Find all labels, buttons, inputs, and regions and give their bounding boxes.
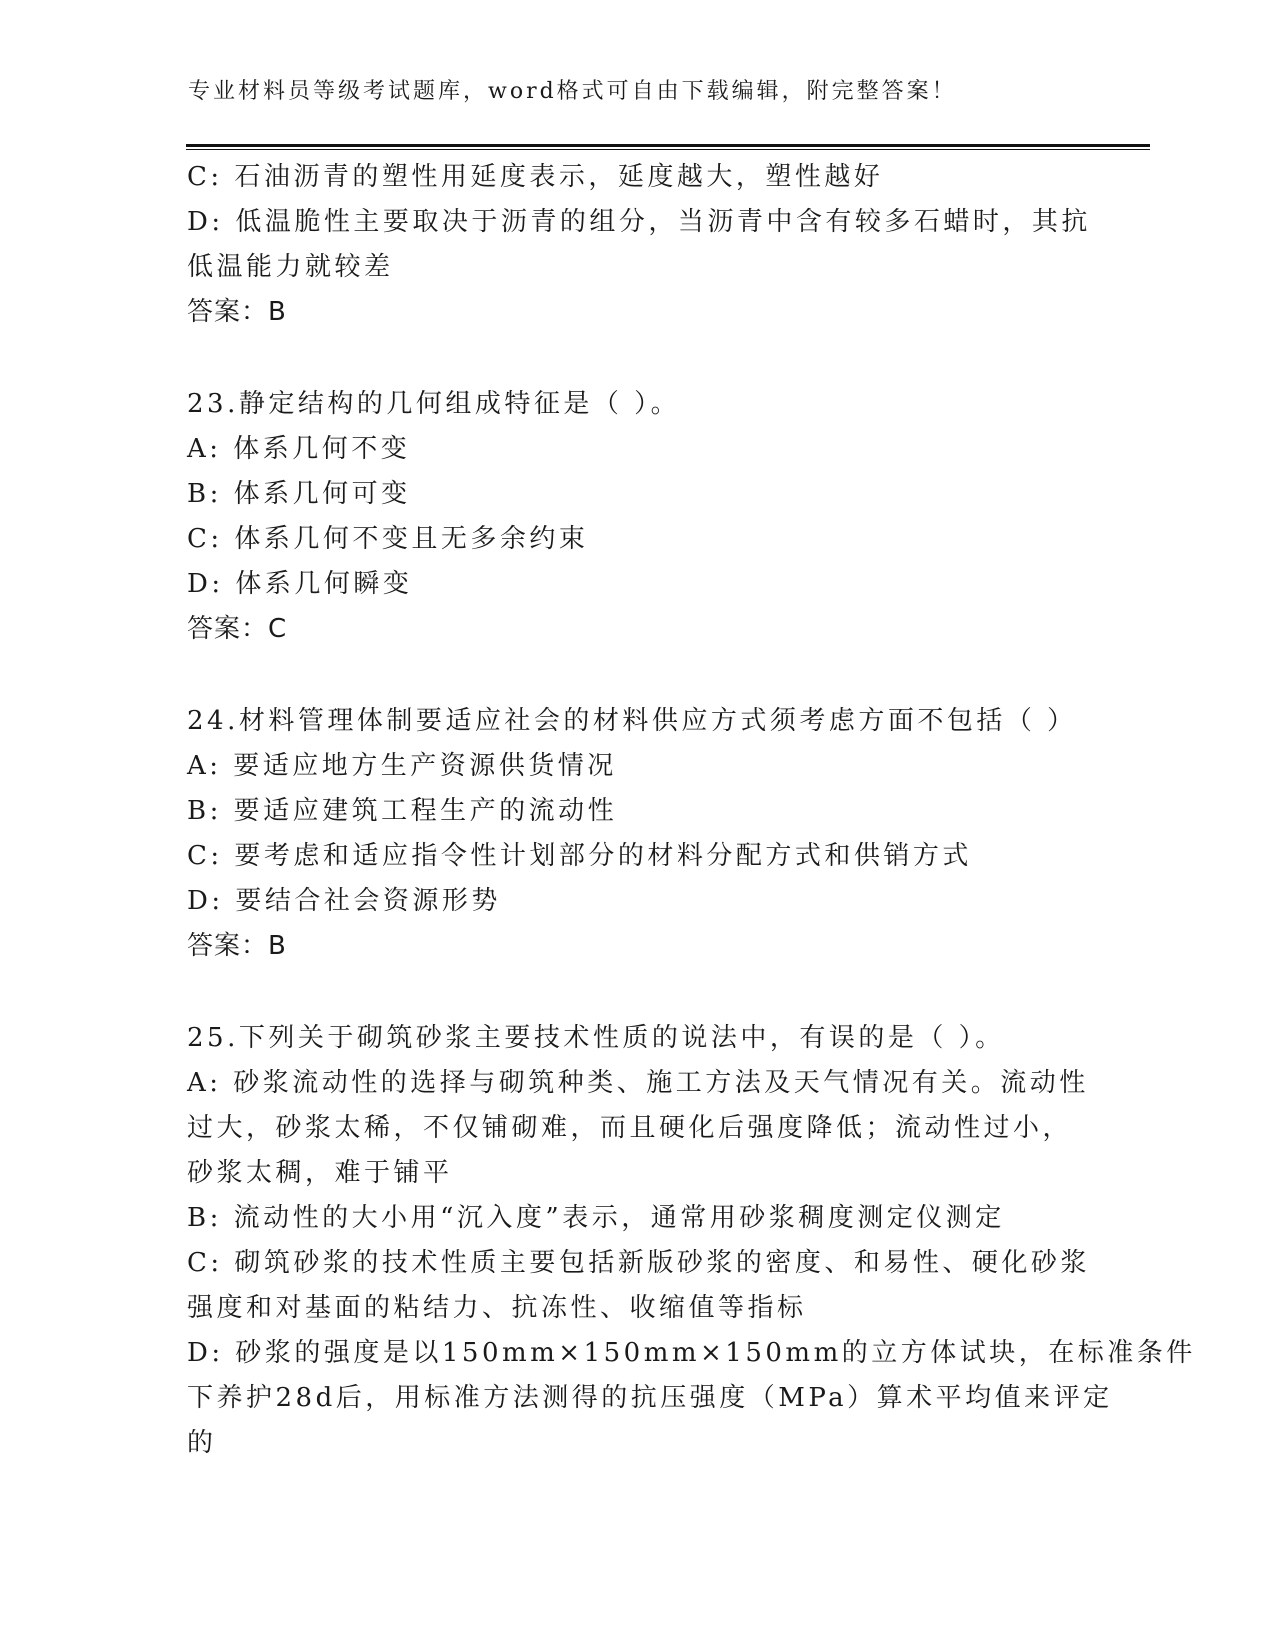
option-line: C: 砌筑砂浆的技术性质主要包括新版砂浆的密度、和易性、硬化砂浆 [187, 1248, 1090, 1278]
answer-line: 答案：B [187, 297, 287, 327]
answer-line: 答案：B [187, 931, 287, 961]
option-line: D: 砂浆的强度是以150mm×150mm×150mm的立方体试块，在标准条件 [187, 1338, 1196, 1368]
option-line: B: 流动性的大小用“沉入度”表示，通常用砂浆稠度测定仪测定 [187, 1203, 1005, 1233]
option-line: A: 体系几何不变 [187, 434, 411, 464]
option-line: B: 要适应建筑工程生产的流动性 [187, 796, 618, 826]
option-line: 过大，砂浆太稀，不仅铺砌难，而且硬化后强度降低；流动性过小， [187, 1113, 1073, 1143]
question-24 [187, 699, 1087, 969]
document-body [187, 155, 1196, 1466]
question-25 [187, 1016, 1196, 1466]
option-line: 低温能力就较差 [187, 252, 394, 282]
answer-line: 答案：C [187, 614, 288, 644]
option-line: D: 体系几何瞬变 [187, 569, 413, 599]
option-line: C: 要考虑和适应指令性计划部分的材料分配方式和供销方式 [187, 841, 972, 871]
question-title: 24.材料管理体制要适应社会的材料供应方式须考虑方面不包括（ ） [187, 706, 1077, 736]
option-line: 下养护28d后，用标准方法测得的抗压强度（MPa）算术平均值来评定 [187, 1383, 1113, 1413]
spacer [187, 969, 1087, 1016]
option-line: 砂浆太稠，难于铺平 [187, 1158, 453, 1188]
option-line: A: 要适应地方生产资源供货情况 [187, 751, 617, 781]
option-line: A: 砂浆流动性的选择与砌筑种类、施工方法及天气情况有关。流动性 [187, 1068, 1089, 1098]
page-header: 专业材料员等级考试题库，word格式可自由下载编辑，附完整答案！ [188, 79, 957, 104]
question-23 [187, 382, 1087, 652]
option-line: C: 体系几何不变且无多余约束 [187, 524, 589, 554]
spacer [187, 652, 1087, 699]
option-line: 强度和对基面的粘结力、抗冻性、收缩值等指标 [187, 1293, 807, 1323]
prev-question [187, 155, 1091, 335]
question-title: 25.下列关于砌筑砂浆主要技术性质的说法中，有误的是（ ）。 [187, 1023, 1005, 1053]
option-line: D: 要结合社会资源形势 [187, 886, 501, 916]
spacer [187, 335, 1087, 382]
option-line: B: 体系几何可变 [187, 479, 411, 509]
option-line: D: 低温脆性主要取决于沥青的组分，当沥青中含有较多石蜡时，其抗 [187, 207, 1091, 237]
question-title: 23.静定结构的几何组成特征是（ ）。 [187, 389, 681, 419]
option-line: 的 [187, 1428, 217, 1458]
header-rule [186, 144, 1150, 150]
option-line: C: 石油沥青的塑性用延度表示，延度越大，塑性越好 [187, 162, 884, 192]
